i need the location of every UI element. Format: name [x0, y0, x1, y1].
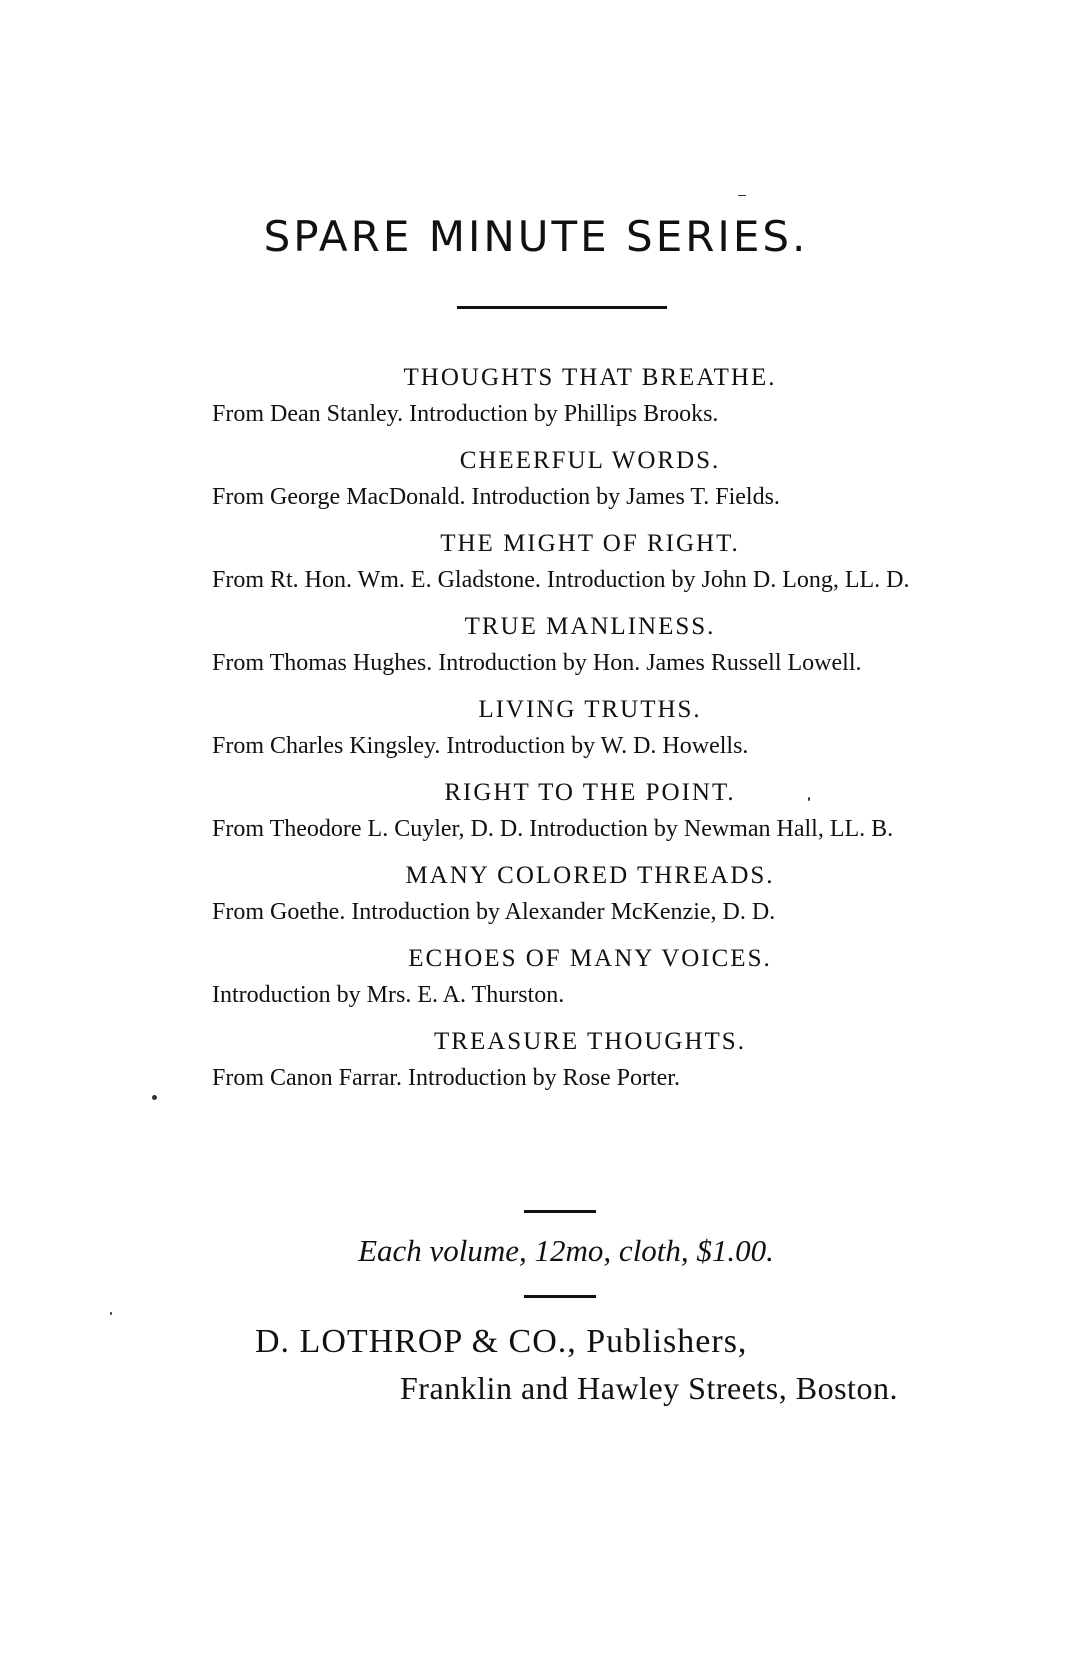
ink-speck	[110, 1312, 112, 1315]
book-description: From Goethe. Introduction by Alexander McKenzie, D. D.	[212, 899, 776, 925]
book-description: From Canon Farrar. Introduction by Rose Porter.	[212, 1065, 680, 1091]
book-title: MANY COLORED THREADS.	[405, 862, 775, 889]
book-title: CHEERFUL WORDS.	[459, 447, 721, 474]
divider-rule	[524, 1210, 596, 1213]
book-title: TREASURE THOUGHTS.	[434, 1028, 746, 1055]
series-title: SPARE MINUTE SERIES.	[263, 212, 809, 261]
book-entry	[180, 441, 940, 514]
ink-speck	[808, 797, 810, 801]
book-title: ECHOES OF MANY VOICES.	[408, 945, 772, 972]
book-description: From Dean Stanley. Introduction by Phillips Brooks.	[212, 401, 719, 427]
book-description: From Charles Kingsley. Introduction by W. D. Howells.	[212, 733, 749, 759]
book-title: LIVING TRUTHS.	[478, 696, 702, 723]
book-title: TRUE MANLINESS.	[464, 613, 716, 640]
publisher-name: D. LOTHROP & CO., Publishers,	[255, 1323, 748, 1360]
book-description: Introduction by Mrs. E. A. Thurston.	[212, 982, 565, 1008]
book-title: THOUGHTS THAT BREATHE.	[403, 364, 777, 391]
divider-rule	[457, 306, 667, 309]
book-entry	[180, 358, 940, 431]
price-line: Each volume, 12mo, cloth, $1.00.	[358, 1233, 774, 1268]
book-entry	[180, 939, 940, 1012]
book-entry	[180, 690, 940, 763]
book-entry	[180, 524, 940, 597]
book-title: THE MIGHT OF RIGHT.	[440, 530, 740, 557]
ink-speck	[152, 1095, 157, 1100]
publisher-address: Franklin and Hawley Streets, Boston.	[400, 1370, 898, 1406]
book-list	[180, 358, 940, 1105]
book-title: RIGHT TO THE POINT.	[444, 779, 736, 806]
book-entry	[180, 856, 940, 929]
book-description: From Theodore L. Cuyler, D. D. Introduction by Newman Hall, LL. B.	[212, 816, 894, 842]
ink-speck	[738, 195, 746, 196]
book-entry	[180, 607, 940, 680]
book-description: From Rt. Hon. Wm. E. Gladstone. Introduction by John D. Long, LL. D.	[212, 567, 910, 593]
book-description: From Thomas Hughes. Introduction by Hon. James Russell Lowell.	[212, 650, 862, 676]
divider-rule	[524, 1295, 596, 1298]
book-entry	[180, 1022, 940, 1095]
book-description: From George MacDonald. Introduction by James T. Fields.	[212, 484, 780, 510]
book-entry	[180, 773, 940, 846]
